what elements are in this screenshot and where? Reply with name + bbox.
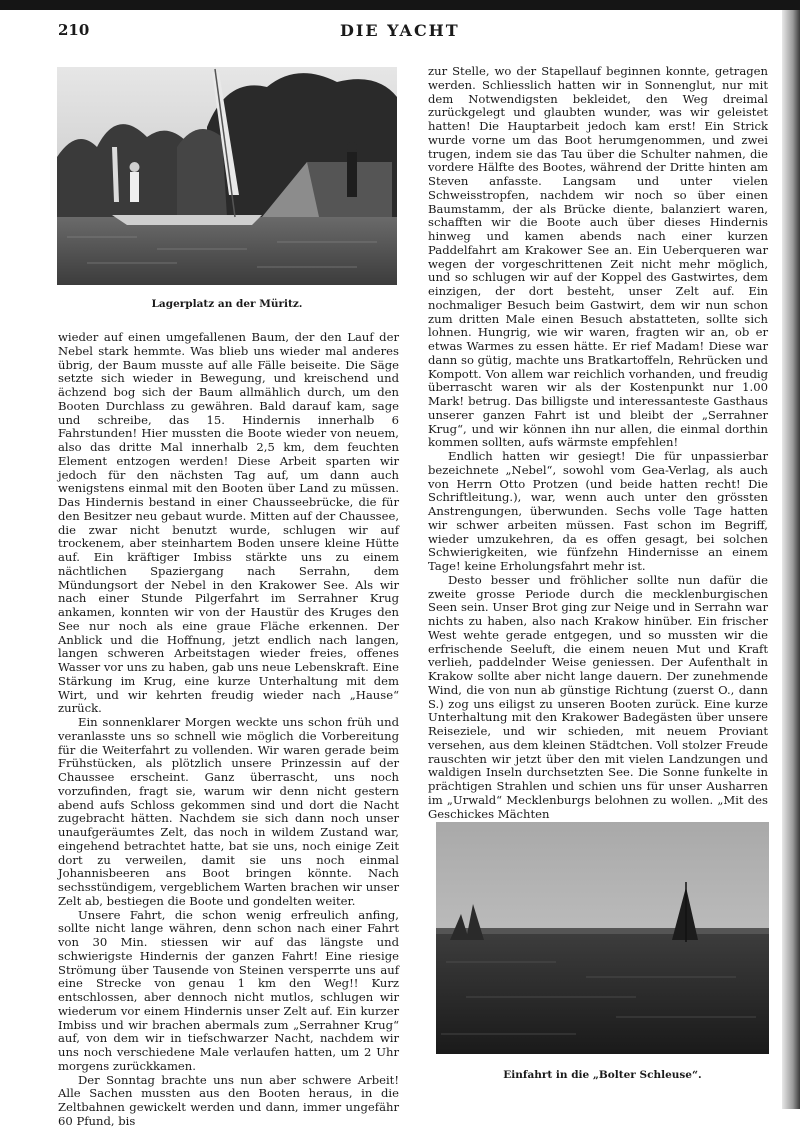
paragraph: Der Sonntag brachte uns nun aber schwere Arbeit! Alle Sachen mussten aus den Booten heraus, in die Zeltbahnen gewickelt werden und dann, immer ungefähr 60 Pfund, bis (58, 1072, 399, 1128)
paragraph: wieder auf einen umgefallenen Baum, der den Lauf der Nebel stark hemmte. Was blieb uns wieder mal anderes übrig, der Baum musste auf alle Fälle beiseite. Die Säge setzte sich wieder in Bewegung, und kreischend und ächzend bog sich der Baum allmählich durch, um den Booten Durchlass zu gewähren. Bald darauf kam, sage und schreibe, das 15. Hindernis innerhalb 6 Fahrstunden! Hier mussten die Boote wieder von neuem, also das dritte Mal innerhalb 2,5 km, dem feuchten Element entzogen werden! Diese Arbeit sparten wir jedoch für den nächsten Tag auf, um dann auch wenigstens einmal mit den Booten über Land zu müssen. Das Hindernis bestand in einer Chausseebrücke, die für den Besitzer neu gebaut wurde. Mitten auf der Chaussee, die zwar nicht benutzt wurde, schlugen wir auf trockenem, aber steinhartem Boden unsere kleine Hütte auf. Ein kräftiger Imbiss stärkte uns zu einem nächtlichen Spaziergang nach Serrahn, dem Mündungsort der Nebel in den Krakower See. Als wir nach einer Stunde Pilgerfahrt im Serrahner Krug ankamen, konnten wir von der Haustür des Kruges den See nur noch als eine graue Fläche erkennen. Der Anblick und die Hoffnung, jetzt endlich nach langen, langen schweren Arbeitstagen wieder freies, offenes Wasser vor uns zu haben, gab uns neue Lebenskraft. Eine Stärkung im Krug, eine kurze Unterhaltung mit dem Wirt, und wir kehrten freudig wieder nach „Hause“ zurück. (58, 330, 399, 716)
paragraph: Unsere Fahrt, die schon wenig erfreulich anfing, sollte nicht lange währen, denn schon nach einer Fahrt von 30 Min. stiessen wir auf das längste und schwierigste Hindernis der ganzen Fahrt! Eine riesige Strömung über Tausende von Steinen versperrte uns auf eine Strecke von genau 1 km den Weg!! Kurz entschlossen, aber dennoch nicht mutlos, schlugen wir wiederum vor einem Hindernis unser Zelt auf. Ein kurzer Imbiss und wir brachen abermals zum „Serrahner Krug“ auf, von dem wir in tiefschwarzer Nacht, nachdem wir uns noch verschiedene Male verlaufen hatten, um 2 Uhr morgens zurückkamen. (58, 907, 399, 1073)
paragraph: Desto besser und fröhlicher sollte nun dafür die zweite grosse Periode durch die mecklenburgischen Seen sein. Unser Brot ging zur Neige und in Serrahn war nichts zu haben, also nach Krakow hinüber. Ein frischer West wehte gerade entgegen, und so mussten wir die erfrischende Seeluft, die einem neuen Mut und Kraft verlieh, paddelnder Weise geniessen. Der Aufenthalt in Krakow sollte aber nicht lange dauern. Der zunehmende Wind, die von nun ab günstige Richtung (zuerst O., dann S.) zog uns eiligst zu unseren Booten zurück. Eine kurze Unterhaltung mit den Krakower Badegästen über unsere Reiseziele, und wir schieden, mit neuem Proviant versehen, aus dem kleinen Städtchen. Voll stolzer Freude rauschten wir jetzt über den mit vielen Landzungen und waldigen Inseln durchsetzten See. Die Sonne funkelte in prächtigen Strahlen und schien uns für unser Ausharren im „Urwald“ Mecklenburgs belohnen zu wollen. „Mit des Geschickes Mächten (428, 572, 768, 821)
paragraph: zur Stelle, wo der Stapellauf beginnen konnte, getragen werden. Schliesslich hatten wir in Sonnenglut, nur mit dem Notwendigsten bekleidet, den Weg dreimal zurückgelegt und glaubten wunder, was wir geleistet hatten! Die Hauptarbeit jedoch kam erst! Ein Strick wurde vorne um das Boot herumgenommen, und zwei trugen, indem sie das Tau über die Schulter nahmen, die vordere Hälfte des Bootes, während der Dritte hinten am Steven anfasste. Langsam und unter vielen Schweisstropfen, nachdem wir noch so über einen Baumstamm, der als Brücke diente, balanziert waren, schafften wir die Boote auch über dieses Hindernis hinweg und kamen abends nach einer kurzen Paddelfahrt am Krakower See an. Ein Ueberqueren war wegen der vorgeschrittenen Zeit nicht mehr möglich, und so schlugen wir auf der Koppel des Gastwirtes, dem einzigen, der dort besteht, unser Zelt auf. Ein nochmaliger Besuch beim Gastwirt, dem wir nun schon zum dritten Male einen Besuch abstatteten, sollte sich lohnen. Hungrig, wie wir waren, fragten wir an, ob er etwas Warmes zu essen hätte. Er rief Madam! Diese war dann so gütig, machte uns Bratkartoffeln, Rehrücken und Kompott. Von allem war reichlich vorhanden, und freudig überrascht waren wir als der Kostenpunkt nur 1.00 Mark! betrug. Das billigste und interessanteste Gasthaus unserer ganzen Fahrt ist und bleibt der „Serrahner Krug“, und wir können ihn nur allen, die einmal dorthin kommen sollten, aufs wärmste empfehlen! (428, 64, 768, 450)
top-border (0, 0, 800, 10)
figure-caption-1: Lagerplatz an der Müritz. (151, 298, 303, 310)
page-number: 210 (58, 21, 90, 39)
page-edge-shadow (782, 10, 800, 1109)
photo-lagerplatz (57, 67, 397, 285)
figure-caption-2: Einfahrt in die „Bolter Schleuse“. (503, 1069, 702, 1081)
left-column (58, 331, 399, 1129)
paragraph: Ein sonnenklarer Morgen weckte uns schon früh und veranlasste uns so schnell wie möglich die Vorbereitung für die Weiterfahrt zu vollenden. Wir waren gerade beim Frühstücken, als plötzlich unsere Prinzessin auf der Chaussee erscheint. Ganz überrascht, uns noch vorzufinden, fragt sie, warum wir denn nicht gestern abend aufs Schloss gekommen sind und dort die Nacht zugebracht hätten. Nachdem sie sich dann noch unser unaufgeräumtes Zelt, das noch in wildem Zustand war, eingehend betrachtet hatte, bat sie uns, noch einige Zeit dort zu verweilen, damit sie uns noch einmal Johannisbeeren ans Boot bringen könnte. Nach sechsstündigem, vergeblichem Warten brachen wir unser Zelt ab, bestiegen die Boote und gondelten weiter. (58, 715, 399, 908)
running-head: DIE YACHT (340, 21, 460, 40)
photo-bolter-schleuse (436, 822, 769, 1054)
paragraph: Endlich hatten wir gesiegt! Die für unpassierbar bezeichnete „Nebel“, sowohl vom Gea-Verlag, als auch von Herrn Otto Protzen (und beide hatten recht! Die Schriftleitung.), war, wenn auch unter den grössten Anstrengungen, überwunden. Sechs volle Tage hatten wir schwer arbeiten müssen. Fast schon im Begriff, wieder umzukehren, da es offen gesagt, bei solchen Schwierigkeiten, wie fünfzehn Hindernisse an einem Tage! keine Erholungsfahrt mehr ist. (428, 449, 768, 573)
right-column (428, 65, 768, 821)
